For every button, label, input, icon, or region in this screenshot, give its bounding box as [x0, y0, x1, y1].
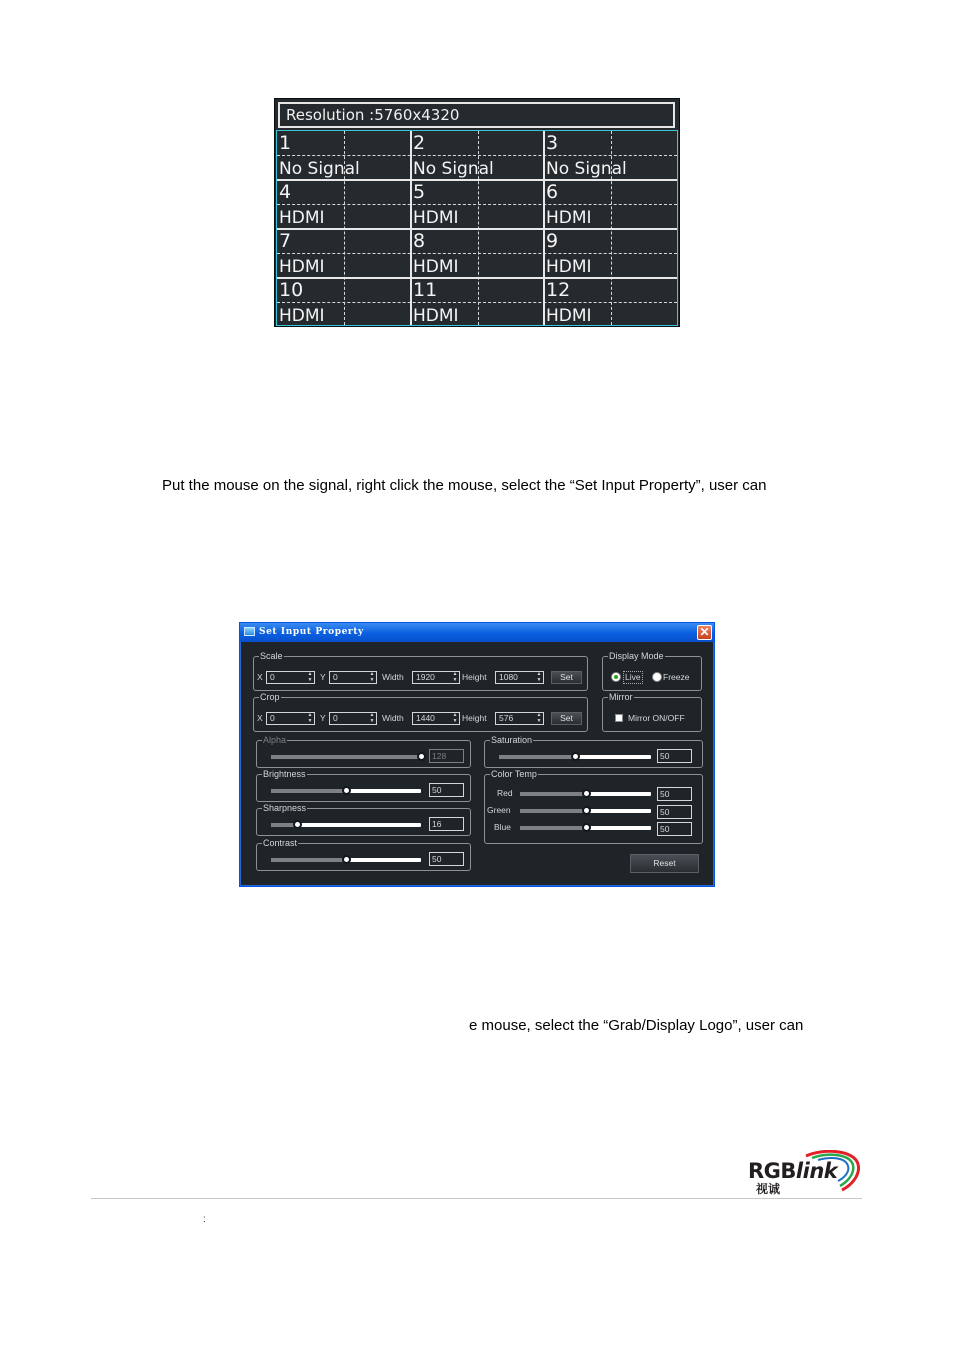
saturation-slider-fill [499, 755, 575, 759]
alpha-slider-fill [271, 755, 421, 759]
contrast-value-box[interactable]: 50 [429, 852, 464, 866]
saturation-value-box[interactable]: 50 [657, 749, 692, 763]
crop-height-label: Height [462, 713, 487, 723]
dialog-title: Set Input Property [259, 627, 364, 637]
cell-number: 11 [413, 279, 438, 301]
scale-set-button[interactable]: Set [551, 671, 582, 684]
svg-text:RGBlink: RGBlink [748, 1159, 838, 1183]
live-radio-label[interactable]: Live [625, 672, 641, 682]
crop-height-value: 576 [499, 713, 514, 723]
cell-number: 3 [546, 132, 559, 154]
scale-y-value: 0 [333, 672, 338, 682]
sharpness-slider-thumb[interactable] [293, 820, 302, 829]
reset-button[interactable]: Reset [630, 854, 699, 873]
spin-arrows-icon[interactable]: ▲ ▼ [307, 712, 313, 724]
grid-line [277, 277, 677, 279]
freeze-radio-label[interactable]: Freeze [663, 672, 690, 682]
cell-signal: HDMI [546, 306, 592, 326]
crop-set-button[interactable]: Set [551, 712, 582, 725]
scale-y-label: Y [320, 672, 326, 682]
green-slider-fill [520, 809, 586, 813]
crop-y-spinbox[interactable] [329, 712, 377, 725]
blue-slider-fill [520, 826, 586, 830]
cell-signal: HDMI [546, 208, 592, 228]
scale-height-value: 1080 [499, 672, 518, 682]
output-grid [276, 130, 678, 326]
color-temp-label: Color Temp [491, 769, 537, 779]
scale-height-label: Height [462, 672, 487, 682]
green-value-box[interactable]: 50 [657, 805, 692, 819]
scale-group [253, 651, 588, 691]
scale-width-label: Width [382, 672, 404, 682]
brightness-group [256, 769, 471, 802]
live-radio[interactable] [611, 672, 621, 682]
alpha-group [256, 735, 471, 768]
rgblink-logo [746, 1150, 862, 1196]
spin-arrows-icon[interactable]: ▲ ▼ [369, 712, 375, 724]
grid-dash-line [277, 155, 677, 156]
svg-text:视诚: 视诚 [756, 1182, 781, 1196]
display-mode-label: Display Mode [609, 651, 664, 661]
mirror-checkbox[interactable] [615, 714, 623, 722]
brightness-slider-track[interactable] [271, 789, 421, 793]
crop-width-value: 1440 [416, 713, 435, 723]
cell-signal: No Signal [279, 159, 360, 179]
alpha-label: Alpha [263, 735, 287, 745]
cell-signal: HDMI [546, 257, 592, 277]
cell-number: 10 [279, 279, 304, 301]
brightness-slider-thumb[interactable] [342, 786, 351, 795]
footer-divider [91, 1198, 862, 1199]
alpha-slider-thumb[interactable] [417, 752, 426, 761]
crop-label: Crop [260, 692, 280, 702]
brightness-label: Brightness [263, 769, 306, 779]
brightness-value-box[interactable]: 50 [429, 783, 464, 797]
cell-number: 9 [546, 230, 559, 252]
cell-signal: HDMI [413, 257, 459, 277]
cell-number: 12 [546, 279, 571, 301]
red-slider-fill [520, 792, 586, 796]
crop-width-label: Width [382, 713, 404, 723]
sharpness-slider-track[interactable] [271, 823, 421, 827]
scale-height-spinbox[interactable] [495, 671, 544, 684]
grid-dash-line [277, 302, 677, 303]
cell-signal: HDMI [279, 257, 325, 277]
red-slider-thumb[interactable] [582, 789, 591, 798]
grid-dash-line [277, 253, 677, 254]
resolution-bar: Resolution :5760x4320 [278, 102, 675, 128]
output-grid-screenshot [274, 98, 680, 327]
grid-dash-line [277, 204, 677, 205]
blue-slider-track[interactable] [520, 826, 651, 830]
scale-x-value: 0 [270, 672, 275, 682]
alpha-slider-track[interactable] [271, 755, 421, 759]
green-label: Green [487, 805, 511, 815]
scale-x-label: X [257, 672, 263, 682]
crop-group [253, 692, 588, 732]
display-mode-group [602, 651, 702, 691]
contrast-slider-thumb[interactable] [342, 855, 351, 864]
rgblink-logo-graphic [746, 1150, 862, 1196]
grid-line [277, 228, 677, 230]
contrast-label: Contrast [263, 838, 298, 848]
cell-signal: No Signal [546, 159, 627, 179]
crop-width-spinbox[interactable] [412, 712, 460, 725]
cell-signal: No Signal [413, 159, 494, 179]
spin-arrows-icon[interactable]: ▲ ▼ [452, 712, 458, 724]
green-slider-thumb[interactable] [582, 806, 591, 815]
close-icon[interactable]: ✕ [697, 625, 712, 640]
mirror-group [602, 692, 702, 732]
crop-x-label: X [257, 713, 263, 723]
mirror-label: Mirror [609, 692, 633, 702]
contrast-slider-fill [271, 858, 346, 862]
cell-signal: HDMI [413, 306, 459, 326]
cell-signal: HDMI [279, 208, 325, 228]
spin-arrows-icon[interactable]: ▲ ▼ [452, 671, 458, 683]
saturation-slider-thumb[interactable] [571, 752, 580, 761]
cell-number: 6 [546, 181, 559, 203]
cell-number: 2 [413, 132, 426, 154]
contrast-group [256, 838, 471, 871]
red-value-box[interactable]: 50 [657, 787, 692, 801]
saturation-slider-track[interactable] [499, 755, 651, 759]
cell-signal: HDMI [279, 306, 325, 326]
set-input-property-dialog [239, 622, 715, 887]
scale-x-spinbox[interactable] [266, 671, 315, 684]
sharpness-value-box[interactable]: 16 [429, 817, 464, 831]
saturation-group [484, 735, 703, 768]
crop-y-label: Y [320, 713, 326, 723]
color-temp-group [484, 769, 703, 844]
cell-signal: HDMI [413, 208, 459, 228]
spin-arrows-icon[interactable]: ▲ ▼ [536, 712, 542, 724]
brightness-slider-fill [271, 789, 346, 793]
scale-label: Scale [260, 651, 283, 661]
contrast-slider-track[interactable] [271, 858, 421, 862]
scale-width-spinbox[interactable] [412, 671, 460, 684]
blue-value-box[interactable]: 50 [657, 822, 692, 836]
cell-number: 8 [413, 230, 426, 252]
cell-number: 5 [413, 181, 426, 203]
saturation-label: Saturation [491, 735, 533, 745]
instruction-text: Put the mouse on the signal, right click the mouse, select the “Set Input Property”, user can [162, 477, 767, 494]
mirror-checkbox-label[interactable]: Mirror ON/OFF [628, 713, 685, 723]
spin-arrows-icon[interactable]: ▲ ▼ [536, 671, 542, 683]
red-slider-track[interactable] [520, 792, 651, 796]
blue-label: Blue [494, 822, 512, 832]
freeze-radio[interactable] [652, 672, 662, 682]
cell-number: 1 [279, 132, 292, 154]
spin-arrows-icon[interactable]: ▲ ▼ [369, 671, 375, 683]
red-label: Red [497, 788, 513, 798]
sharpness-group [256, 803, 471, 836]
cell-number: 7 [279, 230, 292, 252]
footer-text: : [203, 1214, 206, 1225]
dialog-titlebar[interactable] [240, 623, 714, 642]
scale-y-spinbox[interactable] [329, 671, 377, 684]
crop-x-spinbox[interactable] [266, 712, 315, 725]
sharpness-label: Sharpness [263, 803, 307, 813]
crop-height-spinbox[interactable] [495, 712, 544, 725]
spin-arrows-icon[interactable]: ▲ ▼ [307, 671, 313, 683]
crop-x-value: 0 [270, 713, 275, 723]
green-slider-track[interactable] [520, 809, 651, 813]
alpha-value-box[interactable]: 128 [429, 749, 464, 763]
window-app-icon [244, 627, 255, 636]
instruction-text: e mouse, select the “Grab/Display Logo”, user can [469, 1017, 804, 1034]
blue-slider-thumb[interactable] [582, 823, 591, 832]
grid-line [277, 179, 677, 181]
scale-width-value: 1920 [416, 672, 435, 682]
cell-number: 4 [279, 181, 292, 203]
crop-y-value: 0 [333, 713, 338, 723]
